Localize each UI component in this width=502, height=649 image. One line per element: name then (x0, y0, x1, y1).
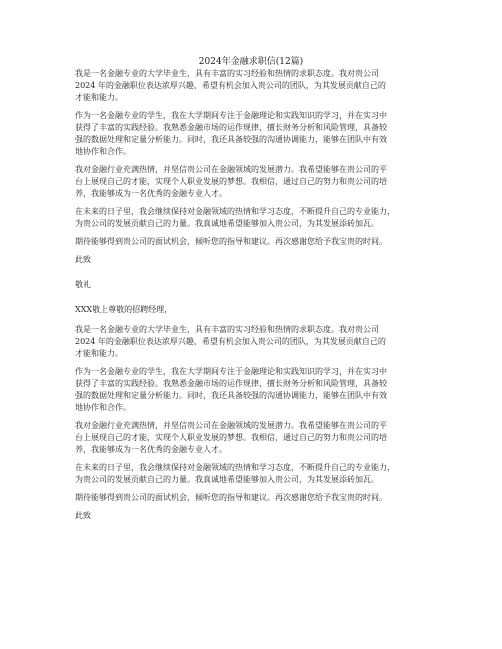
letter2-paragraph-2 (75, 366, 435, 414)
text-line: 才能和能力。 (75, 349, 123, 358)
text-line: 台上展现自己的才能，实现个人职业发展的梦想。我相信，通过自己的努力和贵公司的培 (75, 433, 387, 442)
text-line: 台上展现自己的才能，实现个人职业发展的梦想。我相信，通过自己的努力和贵公司的培 (75, 177, 387, 186)
text-line: 为贵公司的发展贡献自己的力量。我真诚地希望能够加入贵公司，为其发展添砖加瓦。 (75, 219, 379, 228)
text-line: 强的数据处理和定量分析能力。同时，我还具备较强的沟通协调能力，能够在团队中有效 (75, 135, 387, 144)
letter2-paragraph-5 (75, 492, 435, 504)
text-line: 为贵公司的发展贡献自己的力量。我真诚地希望能够加入贵公司，为其发展添砖加瓦。 (75, 475, 379, 484)
greeting-line: XXX敬上尊敬的招聘经理， (75, 305, 173, 314)
text-line: 在未来的日子里，我会继续保持对金融领域的热情和学习态度，不断提升自己的专业能力， (75, 463, 395, 472)
letter1-closing-2: 敬礼 (75, 280, 91, 289)
text-line: 才能和能力。 (75, 93, 123, 102)
letter2-paragraph-3 (75, 420, 435, 456)
text-line: 我是一名金融专业的大学毕业生，具有丰富的实习经验和热情的求职态度。我对贵公司 (75, 325, 379, 334)
letter1-paragraph-5 (75, 236, 435, 248)
text-line: 养，我能够成为一名优秀的金融专业人才。 (75, 445, 227, 454)
letter1-closing-1: 此致 (75, 255, 91, 264)
text-line: 获得了丰富的实践经验。我熟悉金融市场的运作规律，擅长财务分析和风险管理，具备较 (75, 379, 387, 388)
text-line: 期待能够得到贵公司的面试机会，倾听您的指导和建议。再次感谢您给予我宝贵的时间。 (75, 237, 387, 246)
letter1-paragraph-2 (75, 110, 435, 158)
text-line: 作为一名金融专业的学生，我在大学期间专注于金融理论和实践知识的学习，并在实习中 (75, 111, 387, 120)
text-line: 2024 年的金融职位表达浓厚兴趣，希望有机会加入贵公司的团队，为其发展贡献自己的 (75, 81, 386, 90)
text-line: 我对金融行业充满热情，并坚信贵公司在金融领域的发展潜力。我希望能够在贵公司的平 (75, 421, 387, 430)
letter1-paragraph-4 (75, 206, 435, 230)
text-line: 我对金融行业充满热情，并坚信贵公司在金融领域的发展潜力。我希望能够在贵公司的平 (75, 165, 387, 174)
text-line: 养，我能够成为一名优秀的金融专业人才。 (75, 189, 227, 198)
text-line: 2024 年的金融职位表达浓厚兴趣，希望有机会加入贵公司的团队，为其发展贡献自己的 (75, 337, 386, 346)
text-line: 作为一名金融专业的学生，我在大学期间专注于金融理论和实践知识的学习，并在实习中 (75, 367, 387, 376)
text-line: 获得了丰富的实践经验。我熟悉金融市场的运作规律，擅长财务分析和风险管理，具备较 (75, 123, 387, 132)
letter1-paragraph-3 (75, 164, 435, 200)
text-line: 强的数据处理和定量分析能力。同时，我还具备较强的沟通协调能力，能够在团队中有效 (75, 391, 387, 400)
document-title: 2024年金融求职信(12篇) (198, 57, 304, 67)
letter2-closing-1: 此致 (75, 511, 91, 520)
letter2-paragraph-1 (75, 324, 435, 360)
document-body (75, 68, 435, 535)
text-line: 我是一名金融专业的大学毕业生，具有丰富的实习经验和热情的求职态度。我对贵公司 (75, 69, 379, 78)
letter1-paragraph-1 (75, 68, 435, 104)
letter2-paragraph-4 (75, 462, 435, 486)
text-line: 地协作和合作。 (75, 147, 131, 156)
text-line: 在未来的日子里，我会继续保持对金融领域的热情和学习态度，不断提升自己的专业能力， (75, 207, 395, 216)
text-line: 地协作和合作。 (75, 403, 131, 412)
text-line: 期待能够得到贵公司的面试机会，倾听您的指导和建议。再次感谢您给予我宝贵的时间。 (75, 493, 387, 502)
